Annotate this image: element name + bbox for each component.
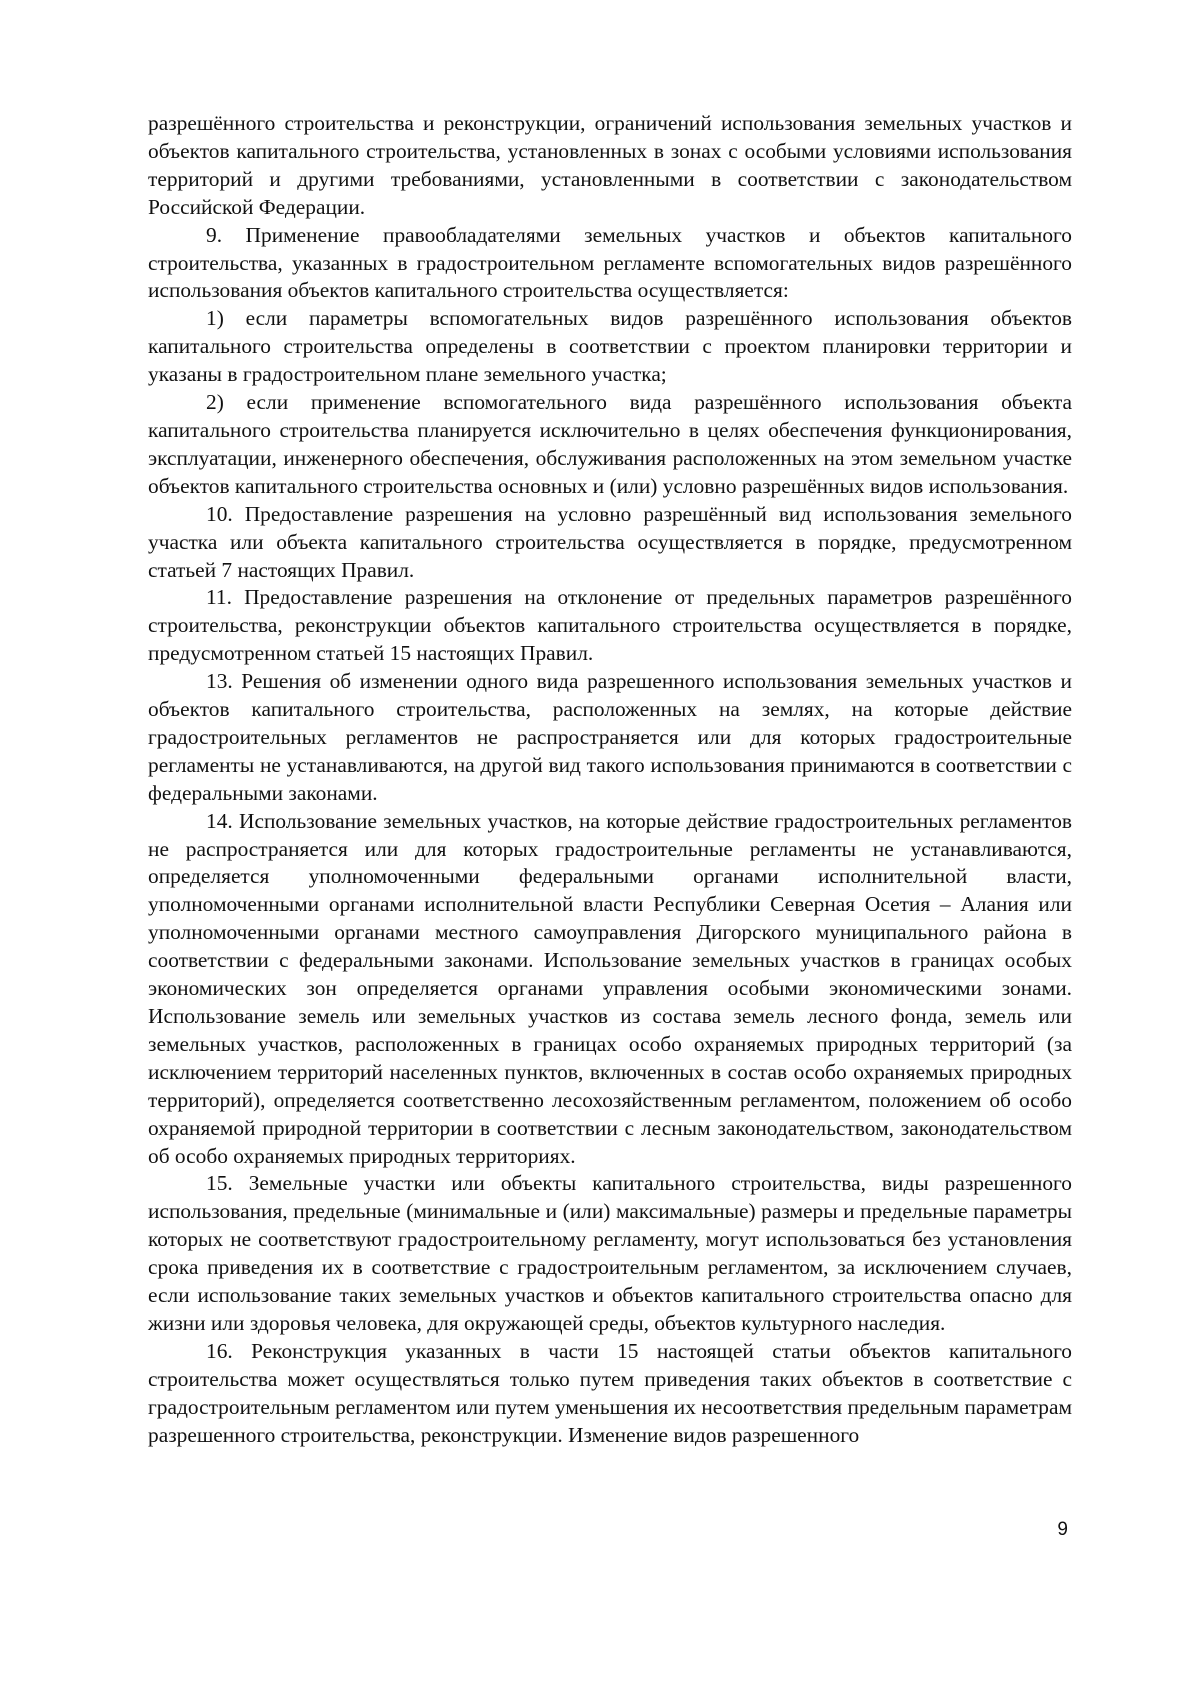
paragraph-14: 14. Использование земельных участков, на которые действие градостроительных регламентов не распространяется или для которых градостроительные регламенты не устанавливаются, определяется уполномоченными федеральными органами исполнительной власти, уполномоченными органами исполнительной власти Республики Северная Осетия – Алания или уполномоченными органами местного самоуправления Дигорского муниципального района в соответствии с федеральными законами. Использование земельных участков в границах особых экономических зон определяется органами управления особыми экономическими зонами. Использование земель или земельных участков из состава земель лесного фонда, земель или земельных участков, расположенных в границах особо охраняемых природных территорий (за исключением территорий населенных пунктов, включенных в состав особо охраняемых природных территорий), определяется соответственно лесохозяйственным регламентом, положением об особо охраняемой природной территории в соответствии с лесным законодательством, законодательством об особо охраняемых природных территориях. [148, 808, 1072, 1168]
paragraph-10: 10. Предоставление разрешения на условно разрешённый вид использования земельного участка или объекта капитального строительства осуществляется в порядке, предусмотренном статьей 7 настоящих Правил. [148, 501, 1072, 582]
paragraph-continuation: разрешённого строительства и реконструкции, ограничений использования земельных участков и объектов капитального строительства, установленных в зонах с особыми условиями использования территорий и другими требованиями, установленными в соответствии с законодательством Российской Федерации. [148, 111, 1072, 219]
page-number: 9 [1057, 1519, 1068, 1540]
paragraph-9-item-2: 2) если применение вспомогательного вида разрешённого использования объекта капитального строительства планируется исключительно в целях обеспечения функционирования, эксплуатации, инженерного обеспечения, обслуживания расположенных на этом земельном участке объектов капитального строительства основных и (или) условно разрешённых видов использования. [148, 390, 1072, 498]
paragraph-9: 9. Применение правообладателями земельных участков и объектов капитального строительства, указанных в градостроительном регламенте вспомогательных видов разрешённого использования объектов капитального строительства осуществляется: [148, 222, 1072, 303]
document-body [148, 110, 1072, 1450]
paragraph-9-item-1: 1) если параметры вспомогательных видов разрешённого использования объектов капитального строительства определены в соответствии с проектом планировки территории и указаны в градостроительном плане земельного участка; [148, 306, 1072, 387]
paragraph-15: 15. Земельные участки или объекты капитального строительства, виды разрешенного использования, предельные (минимальные и (или) максимальные) размеры и предельные параметры которых не соответствуют градостроительному регламенту, могут использоваться без установления срока приведения их в соответствие с градостроительным регламентом, за исключением случаев, если использование таких земельных участков и объектов капитального строительства опасно для жизни или здоровья человека, для окружающей среды, объектов культурного наследия. [148, 1171, 1072, 1335]
paragraph-13: 13. Решения об изменении одного вида разрешенного использования земельных участков и объектов капитального строительства, расположенных на землях, на которые действие градостроительных регламентов не распространяется или для которых градостроительные регламенты не устанавливаются, на другой вид такого использования принимаются в соответствии с федеральными законами. [148, 669, 1072, 805]
paragraph-16: 16. Реконструкция указанных в части 15 настоящей статьи объектов капитального строительства может осуществляться только путем приведения таких объектов в соответствие с градостроительным регламентом или путем уменьшения их несоответствия предельным параметрам разрешенного строительства, реконструкции. Изменение видов разрешенного [148, 1338, 1072, 1447]
paragraph-11: 11. Предоставление разрешения на отклонение от предельных параметров разрешённого строительства, реконструкции объектов капитального строительства осуществляется в порядке, предусмотренном статьей 15 настоящих Правил. [148, 585, 1072, 666]
